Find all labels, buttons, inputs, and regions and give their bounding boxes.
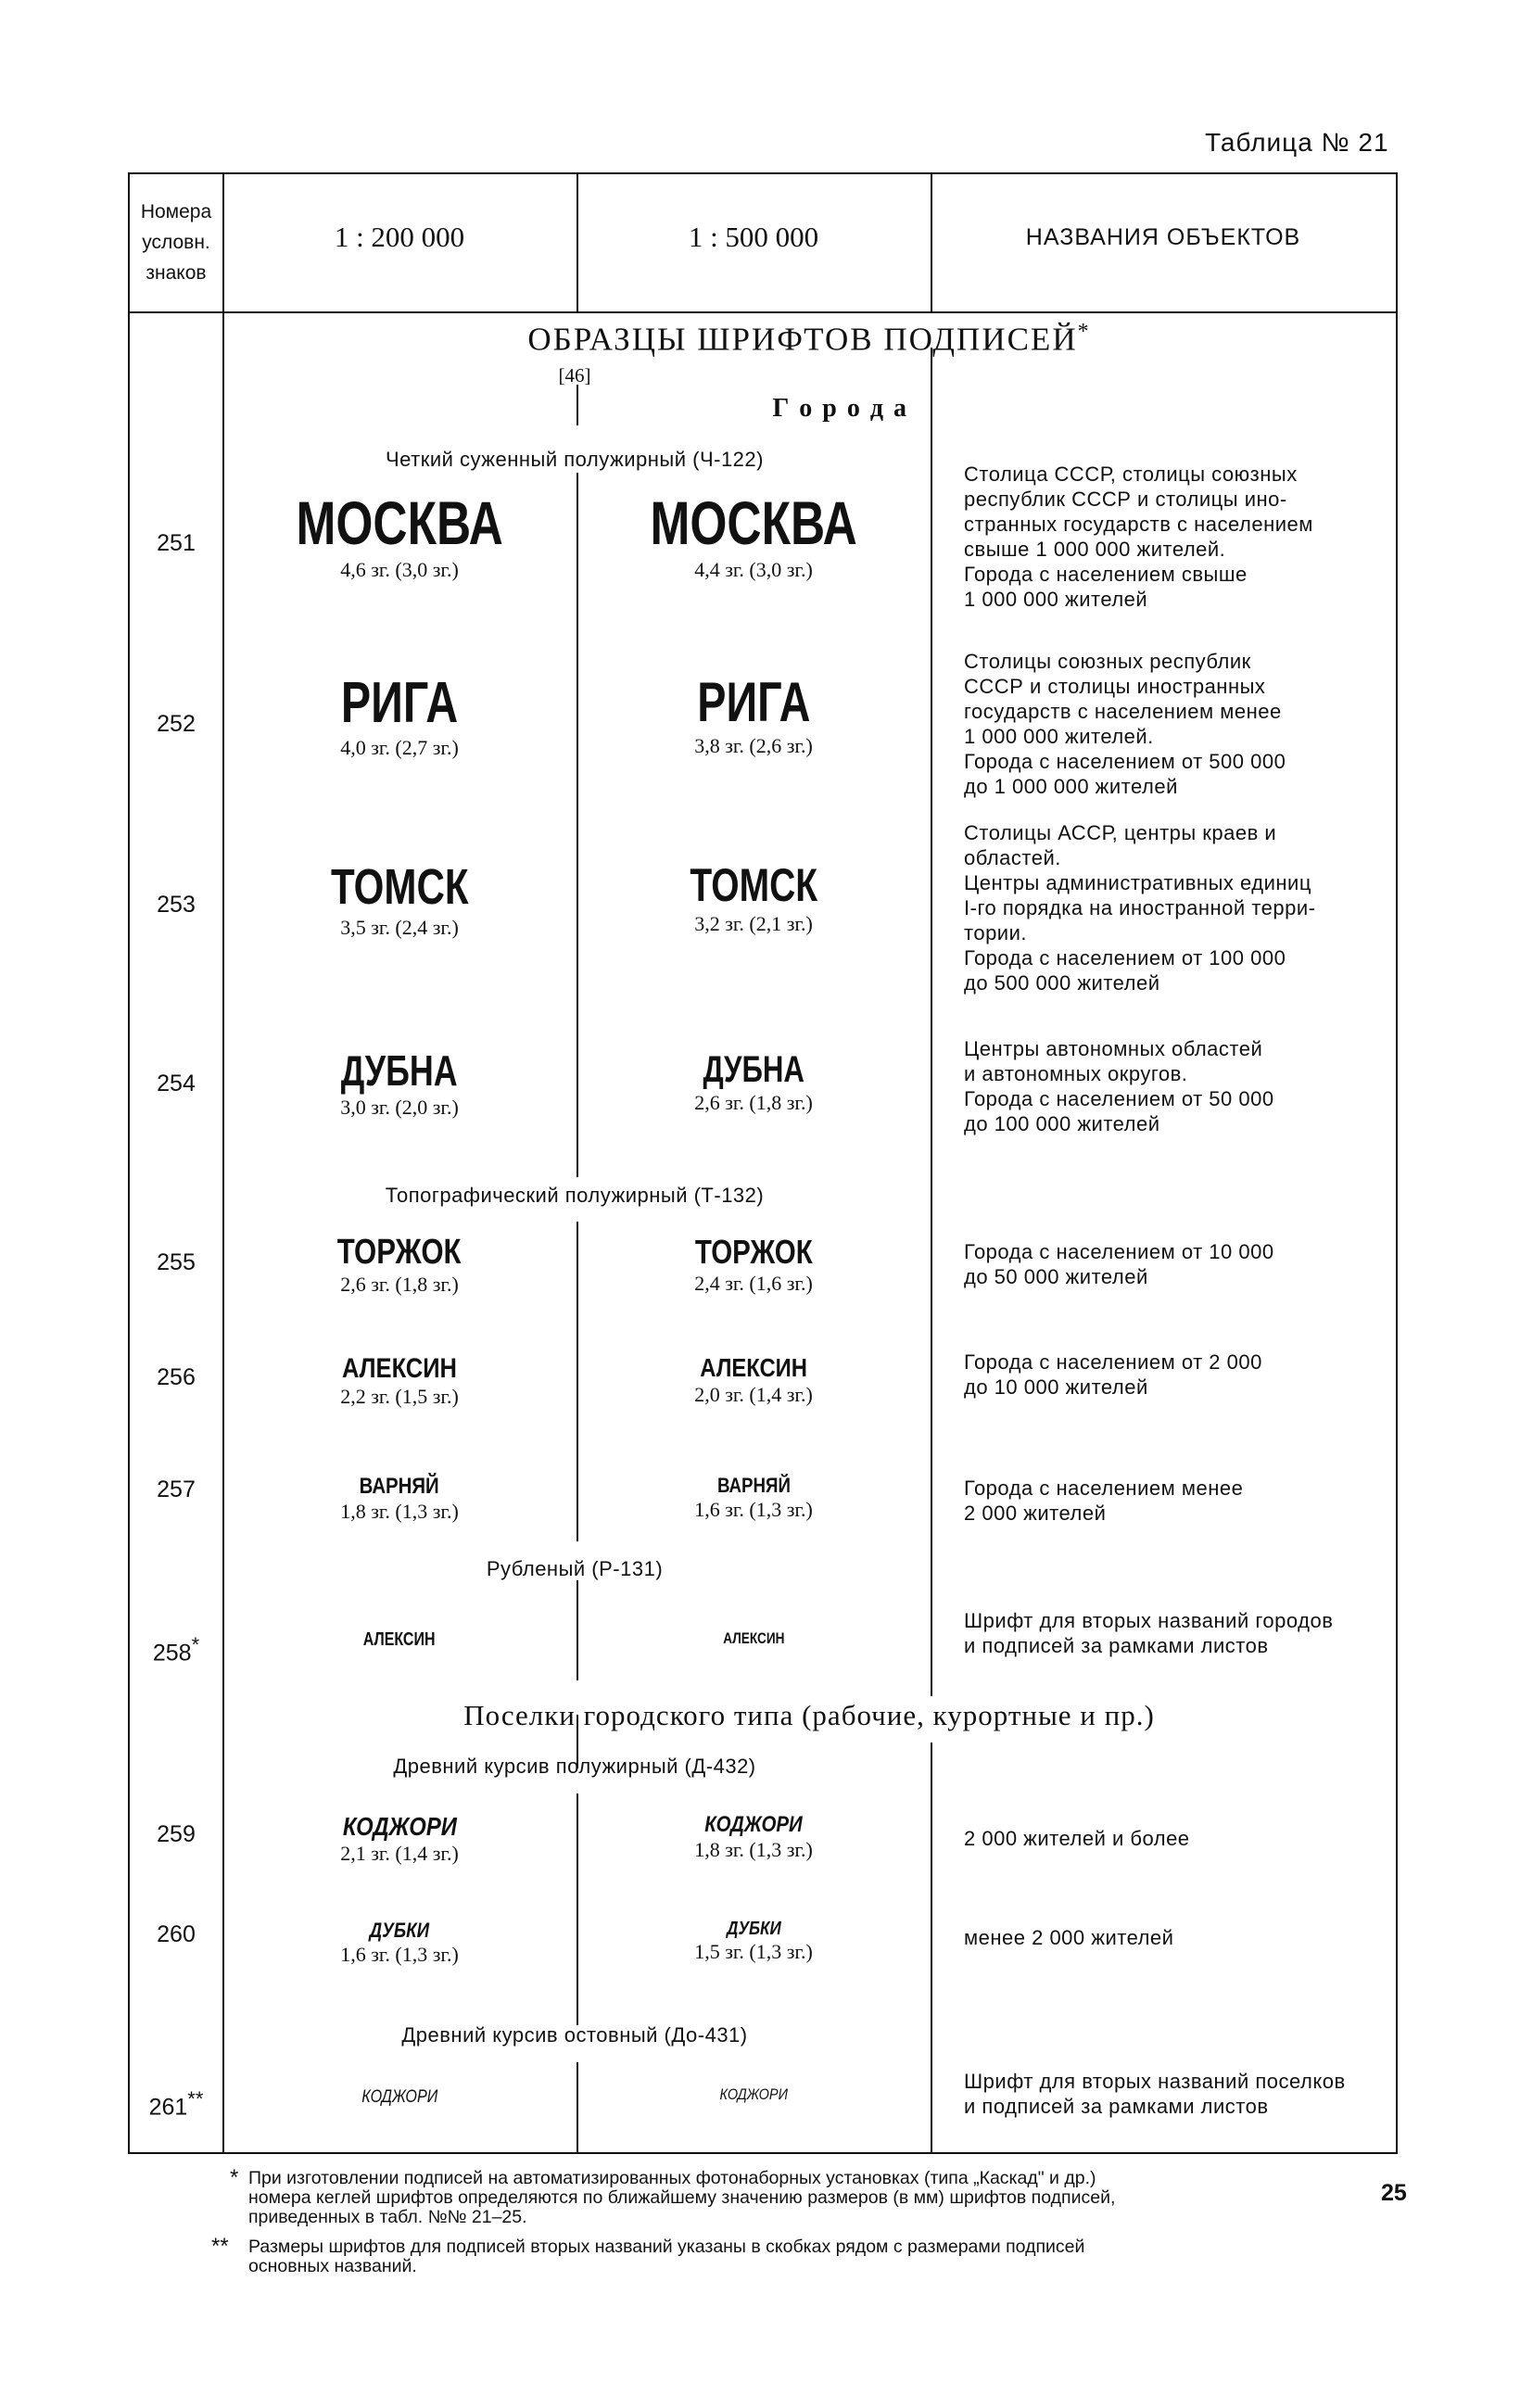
row-number-255: 255: [157, 1249, 196, 1275]
sample-size: 2,2 зг. (1,5 зг.): [340, 1385, 459, 1408]
sample-size: 2,6 зг. (1,8 зг.): [694, 1091, 813, 1114]
sample-name: ТОРЖОК: [694, 1233, 813, 1271]
sample-200k-251: [222, 488, 576, 582]
description-252: Столицы союзных республик СССР и столицы иностранных государств с населением менее 1 000 000 жителей. Города с населением от 500 000 до 1 000 000 жителей: [964, 650, 1286, 798]
sample-name: ДУБКИ: [726, 1919, 781, 1939]
description-260: менее 2 000 жителей: [964, 1926, 1174, 1949]
font-heading-r131: Рубленый (Р-131): [486, 1557, 664, 1580]
sample-size: 4,6 зг. (3,0 зг.): [340, 558, 459, 581]
sample-name: КОДЖОРИ: [342, 1812, 457, 1841]
row-number-251: 251: [157, 530, 196, 556]
row-number-256: 256: [157, 1364, 196, 1390]
section-ref: [46]: [558, 364, 591, 387]
description-259: 2 000 жителей и более: [964, 1827, 1190, 1850]
sample-name: МОСКВА: [296, 488, 503, 557]
sample-name: МОСКВА: [650, 488, 857, 557]
row-number-260: 260: [157, 1921, 196, 1947]
header-scale-500k: 1 : 500 000: [688, 221, 819, 253]
sample-size: 3,8 зг. (2,6 зг.): [694, 734, 813, 757]
description-261: Шрифт для вторых названий поселков и подписей за рамками листов: [964, 2070, 1346, 2118]
sample-size: 1,8 зг. (1,3 зг.): [694, 1838, 813, 1861]
sample-500k-251: [578, 488, 929, 582]
row-number-258: 258*: [152, 1633, 200, 1667]
sample-name: КОДЖОРИ: [719, 2085, 788, 2103]
font-heading-ch122: Четкий суженный полужирный (Ч-122): [386, 448, 764, 471]
description-253: Столицы АССР, центры краев и областей. Центры административных единиц I-го порядка на иностранной терри- тории. Города с населением от 100 000 до 500 000 жителей: [964, 821, 1316, 995]
row-number-257: 257: [157, 1476, 196, 1502]
sample-size: 1,5 зг. (1,3 зг.): [694, 1940, 813, 1963]
sample-200k-258: [222, 1629, 576, 1651]
row-number-252: 252: [157, 711, 196, 737]
sample-200k-261: [222, 2087, 576, 2108]
row-number-259: 259: [157, 1821, 196, 1847]
description-255: Города с населением от 10 000 до 50 000 жителей: [964, 1240, 1274, 1288]
footnote-mark-1: *: [230, 2165, 239, 2190]
sample-name: АЛЕКСИН: [363, 1629, 436, 1650]
header-object-names: НАЗВАНИЯ ОБЪЕКТОВ: [1025, 224, 1301, 250]
sample-name: ВАРНЯЙ: [716, 1474, 791, 1497]
sample-200k-254: [222, 1046, 576, 1120]
row-number-253: 253: [157, 892, 196, 918]
sample-size: 4,0 зг. (2,7 зг.): [340, 736, 459, 759]
font-heading-d432: Древний курсив полужирный (Д-432): [393, 1755, 756, 1778]
description-254: Центры автономных областей и автономных округов. Города с населением от 50 000 до 100 000 жителей: [964, 1037, 1274, 1135]
header-number-column: Номера условн. знаков: [140, 201, 212, 284]
row-number-261: 261**: [148, 2087, 204, 2121]
sample-name: АЛЕКСИН: [700, 1353, 807, 1382]
sample-size: 1,6 зг. (1,3 зг.): [694, 1498, 813, 1521]
sample-500k-256: [578, 1353, 929, 1407]
sample-name: РИГА: [340, 671, 459, 735]
table-label: Таблица № 21: [1205, 128, 1389, 157]
sample-500k-257: [578, 1474, 929, 1522]
sample-500k-258: [578, 1629, 929, 1648]
sample-size: 3,0 зг. (2,0 зг.): [340, 1096, 459, 1119]
sample-name: ТОМСК: [330, 859, 469, 915]
sample-500k-253: [578, 858, 929, 936]
sample-200k-252: [222, 670, 576, 760]
sample-500k-261: [578, 2085, 929, 2104]
sample-name: ДУБКИ: [369, 1919, 430, 1942]
sample-500k-259: [578, 1812, 929, 1862]
sample-500k-255: [578, 1233, 929, 1296]
font-heading-do431: Древний курсив остовный (До-431): [401, 2023, 748, 2047]
sample-500k-260: [578, 1919, 929, 1964]
sample-name: ВАРНЯЙ: [359, 1474, 440, 1499]
page-number: 25: [1381, 2180, 1407, 2206]
footnote-2: Размеры шрифтов для подписей вторых названий указаны в скобках рядом с размерами подписей основных названий.: [248, 2237, 1085, 2276]
sample-200k-255: [222, 1233, 576, 1297]
description-258: Шрифт для вторых названий городов и подписей за рамками листов: [964, 1609, 1334, 1657]
sample-size: 2,1 зг. (1,4 зг.): [340, 1842, 459, 1865]
sample-500k-252: [578, 670, 929, 758]
footnote-1: При изготовлении подписей на автоматизированных фотонаборных установках (типа „Каскад" и др.) номера кеглей шрифтов определяются по ближайшему значению размеров (в мм) шрифтов подписей, приведенных в табл. №№ 21–25.: [248, 2168, 1116, 2227]
sample-name: ТОМСК: [690, 859, 817, 911]
sample-200k-257: [222, 1474, 576, 1524]
group-settlements: Поселки городского типа (рабочие, курортные и пр.): [463, 1699, 1155, 1731]
group-cities: Г о р о д а: [772, 394, 908, 423]
sample-size: 2,4 зг. (1,6 зг.): [694, 1272, 813, 1295]
sample-name: КОДЖОРИ: [704, 1812, 803, 1837]
sample-size: 4,4 зг. (3,0 зг.): [694, 558, 813, 581]
sample-name: ТОРЖОК: [337, 1233, 462, 1272]
sample-name: КОДЖОРИ: [361, 2087, 438, 2107]
sample-size: 2,0 зг. (1,4 зг.): [694, 1383, 813, 1406]
sample-size: 1,8 зг. (1,3 зг.): [340, 1500, 459, 1523]
font-heading-t132: Топографический полужирный (Т-132): [385, 1184, 765, 1207]
sample-size: 2,6 зг. (1,8 зг.): [340, 1273, 459, 1296]
row-number-254: 254: [157, 1071, 196, 1096]
sample-name: ДУБНА: [703, 1049, 805, 1090]
description-251: Столица СССР, столицы союзных республик СССР и столицы ино- странных государств с населением свыше 1 000 000 жителей. Города с населением свыше 1 000 000 жителей: [964, 463, 1313, 611]
sample-200k-259: [222, 1812, 576, 1866]
sample-name: АЛЕКСИН: [722, 1629, 785, 1647]
sample-size: 3,5 зг. (2,4 зг.): [340, 916, 459, 939]
description-256: Города с населением от 2 000 до 10 000 жителей: [964, 1350, 1262, 1399]
footnote-mark-2: **: [211, 2234, 229, 2259]
description-257: Города с населением менее 2 000 жителей: [964, 1476, 1244, 1525]
sample-200k-260: [222, 1919, 576, 1967]
sample-name: РИГА: [696, 671, 811, 733]
sample-size: 1,6 зг. (1,3 зг.): [340, 1943, 459, 1966]
sample-name: ДУБНА: [341, 1046, 458, 1095]
sample-200k-256: [222, 1353, 576, 1409]
sample-size: 3,2 зг. (2,1 зг.): [694, 912, 813, 935]
sample-500k-254: [578, 1049, 929, 1115]
sample-200k-253: [222, 858, 576, 940]
header-scale-200k: 1 : 200 000: [334, 221, 465, 253]
sample-name: АЛЕКСИН: [341, 1353, 458, 1384]
section-title: ОБРАЗЦЫ ШРИФТОВ ПОДПИСЕЙ*: [527, 320, 1091, 358]
